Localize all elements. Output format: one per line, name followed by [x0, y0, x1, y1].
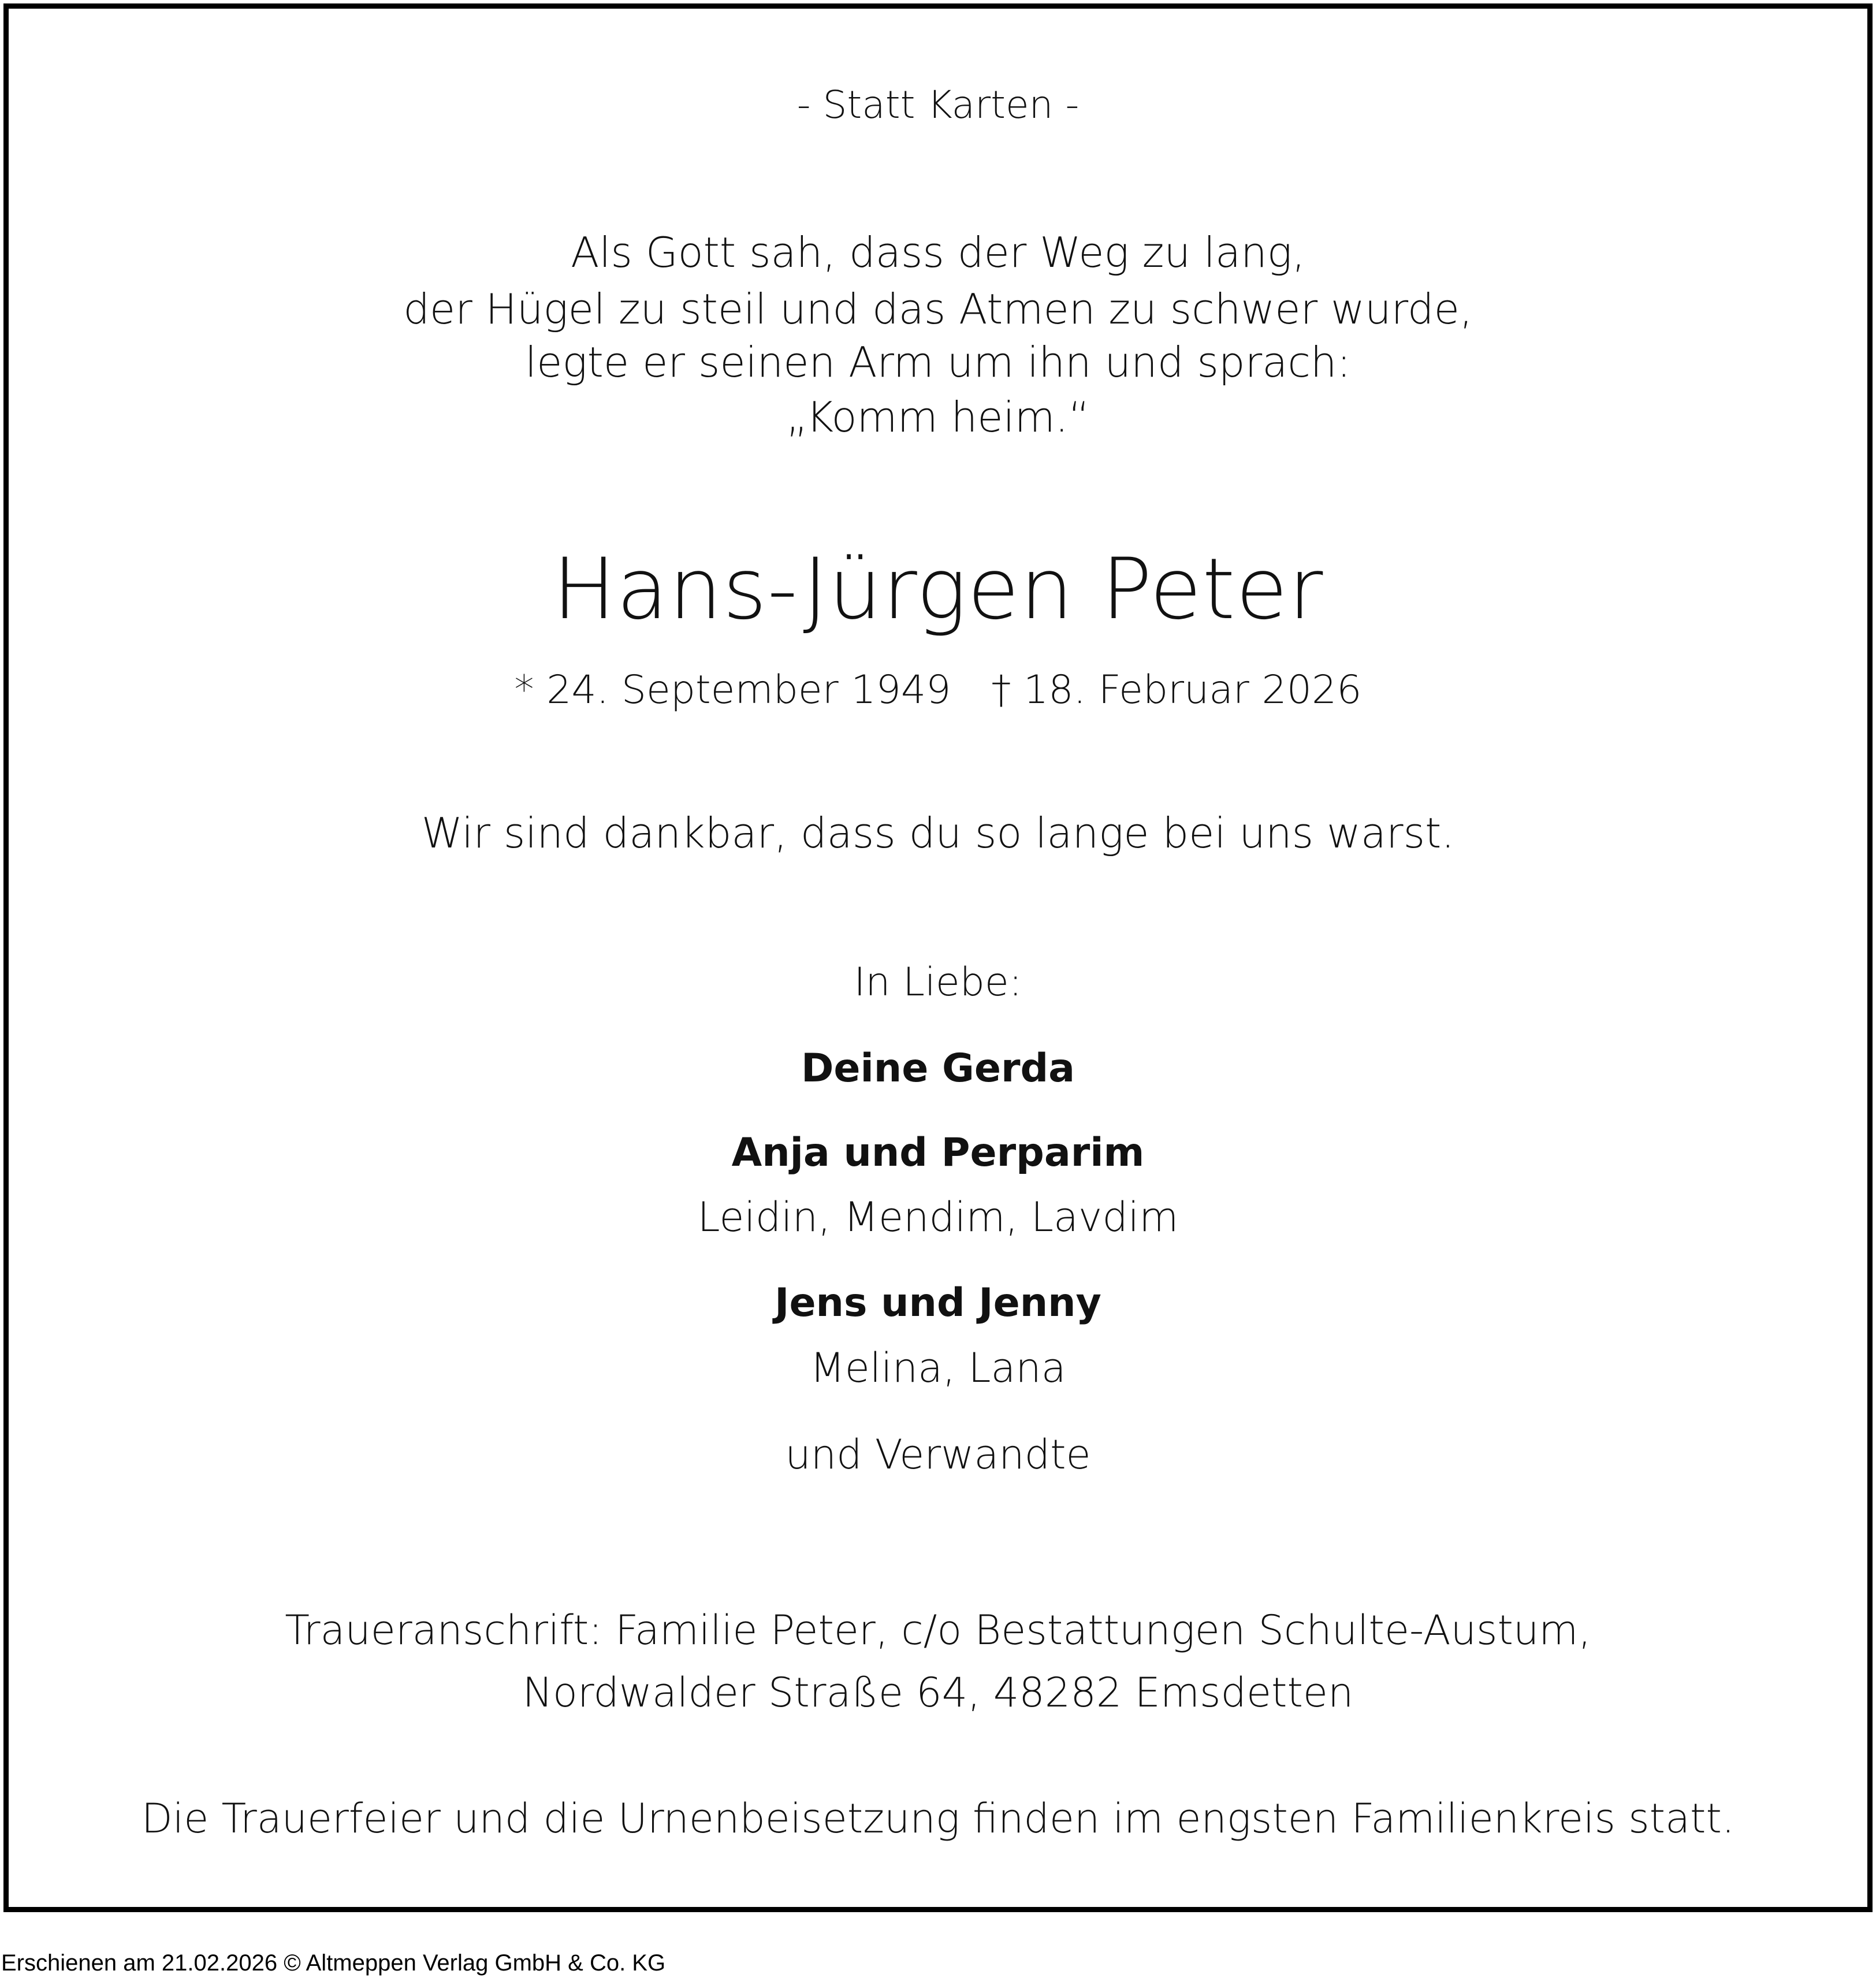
motto: - Statt Karten -: [796, 83, 1080, 127]
verse-line-2: der Hügel zu steil und das Atmen zu schwer wurde,: [403, 285, 1473, 333]
relatives: und Verwandte: [785, 1431, 1091, 1478]
mourner-name: Jens und Jenny: [775, 1280, 1101, 1326]
life-dates: [9, 667, 1867, 713]
mourner-children: Leidin, Mendim, Lavdim: [697, 1194, 1179, 1241]
verse-line-1: Als Gott sah, dass der Weg zu lang,: [571, 228, 1305, 277]
in-love-heading: In Liebe:: [854, 960, 1022, 1005]
mourner-name: Anja und Perparim: [731, 1130, 1145, 1176]
thanks-text: Wir sind dankbar, dass du so lange bei uns warst.: [421, 809, 1455, 857]
mourner-name: Deine Gerda: [801, 1046, 1075, 1091]
deceased-name: Hans-Jürgen Peter: [552, 540, 1324, 638]
birth-date: * 24. September 1949: [514, 667, 951, 713]
obituary-frame: [3, 3, 1873, 1912]
death-date: † 18. Februar 2026: [991, 667, 1362, 713]
address-line-2: Nordwalder Straße 64, 48282 Emsdetten: [522, 1669, 1354, 1716]
ceremony-note: Die Trauerfeier und die Urnenbeisetzung finden im engsten Familienkreis statt.: [141, 1795, 1735, 1842]
verse-line-4: „Komm heim.“: [786, 393, 1090, 441]
publication-footer: Erschienen am 21.02.2026 © Altmeppen Verlag GmbH & Co. KG: [1, 1950, 666, 1976]
mourner-children: Melina, Lana: [810, 1344, 1066, 1392]
verse-line-3: legte er seinen Arm um ihn und sprach:: [525, 338, 1351, 386]
address-line-1: Traueranschrift: Familie Peter, c/o Bestattungen Schulte-Austum,: [285, 1607, 1591, 1654]
